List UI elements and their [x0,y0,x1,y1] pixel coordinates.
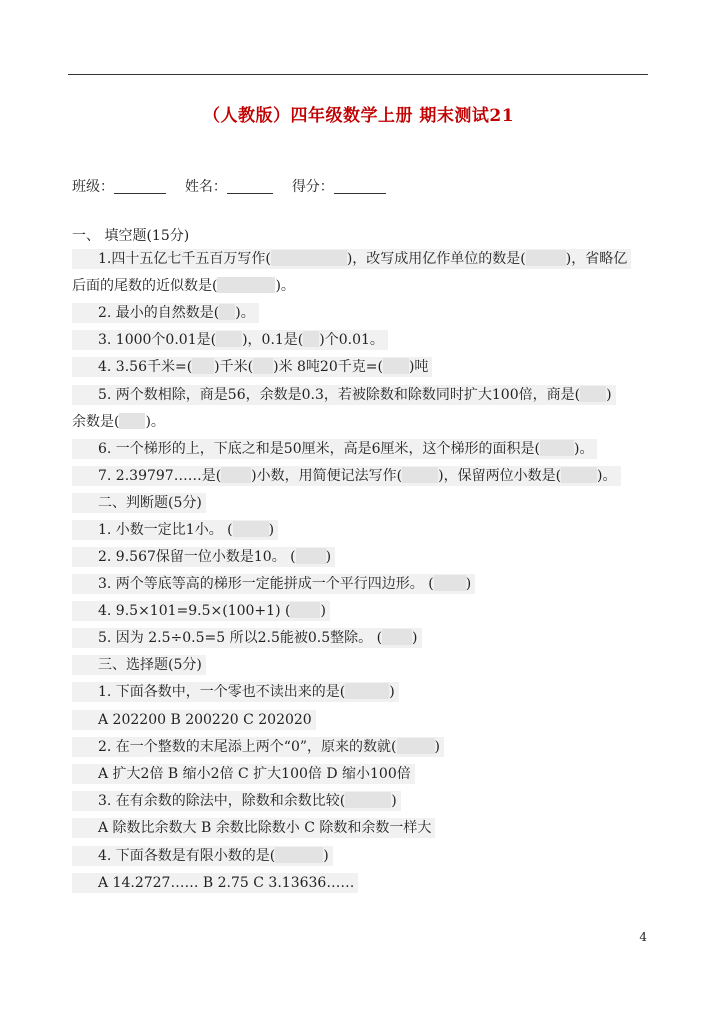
answer-blank[interactable] [119,413,145,429]
top-rule [68,74,648,75]
name-blank[interactable] [227,179,273,194]
answer-blank[interactable] [526,250,566,266]
question-row: 3. 1000个0.01是( )，0.1是( )个0.01。 [72,330,388,350]
question-row: 后面的尾数的近似数是( )。 [72,278,295,294]
class-blank[interactable] [114,179,166,194]
question-row: 2. 9.567保留一位小数是10。 ( ) [72,547,335,567]
answer-blank[interactable] [233,521,269,537]
option-row: A 14.2727…… B 2.75 C 3.13636…… [72,873,358,893]
question-row: 2. 最小的自然数是( )。 [72,303,259,323]
page-number: 4 [639,930,647,944]
section-heading: 二、判断题(5分) [72,493,206,513]
answer-blank[interactable] [540,440,574,456]
section-heading: 一、 填空题(15分) [72,228,190,244]
answer-blank[interactable] [303,331,319,347]
answer-blank[interactable] [296,548,326,564]
question-row: 余数是( )。 [72,414,165,430]
option-row: A 扩大2倍 B 缩小2倍 C 扩大100倍 D 缩小100倍 [72,764,415,784]
question-row: 5. 两个数相除，商是56，余数是0.3，若被除数和除数同时扩大100倍，商是( ) [72,385,616,405]
question-row: 4. 下面各数是有限小数的是( ) [72,846,333,866]
answer-blank[interactable] [219,304,235,320]
answer-blank[interactable] [397,738,435,754]
option-row: A 202200 B 200220 C 202020 [72,710,316,730]
option-row: A 除数比余数大 B 余数比除数小 C 除数和余数一样大 [72,818,435,838]
answer-blank[interactable] [345,792,391,808]
score-blank[interactable] [334,179,386,194]
section-heading: 三、选择题(5分) [72,655,206,675]
question-row: 4. 9.5×101=9.5×(100+1) ( ) [72,601,330,621]
answer-blank[interactable] [383,358,409,374]
score-label: 得分： [291,179,334,195]
question-row: 6. 一个梯形的上，下底之和是50厘米，高是6厘米，这个梯形的面积是( )。 [72,439,597,459]
answer-blank[interactable] [434,575,466,591]
student-info [72,176,386,196]
class-label: 班级： [72,179,114,195]
page-title: （人教版）四年级数学上册 期末测试21 [202,106,515,126]
question-row: 2. 在一个整数的末尾添上两个“0”，原来的数就( ) [72,737,444,757]
answer-blank[interactable] [221,467,251,483]
question-row: 5. 因为 2.5÷0.5=5 所以2.5能被0.5整除。 ( ) [72,628,422,648]
question-row: 3. 在有余数的除法中，除数和余数比较( ) [72,791,401,811]
answer-blank[interactable] [275,847,323,863]
question-row: 1. 下面各数中，一个零也不读出来的是( ) [72,682,399,702]
answer-blank[interactable] [290,602,320,618]
question-row: 1. 小数一定比1小。 ( ) [72,520,278,540]
answer-blank[interactable] [402,467,438,483]
answer-blank[interactable] [216,331,242,347]
answer-blank[interactable] [345,683,389,699]
question-row: 3. 两个等底等高的梯形一定能拼成一个平行四边形。 ( ) [72,574,475,594]
answer-blank[interactable] [382,629,412,645]
question-row: 4. 3.56千米=( )千米( )米 8吨20千克=( )吨 [72,357,432,377]
answer-blank[interactable] [192,358,214,374]
answer-blank[interactable] [217,277,275,293]
question-row: 7. 2.39797……是( )小数，用简便记法写作( )，保留两位小数是( )。 [72,466,621,486]
answer-blank[interactable] [253,358,273,374]
name-label: 姓名： [184,179,227,195]
answer-blank[interactable] [271,250,347,266]
question-row: 1.四十五亿七千五百万写作( )，改写成用亿作单位的数是( )，省略亿 [72,249,631,269]
answer-blank[interactable] [580,386,606,402]
answer-blank[interactable] [561,467,597,483]
